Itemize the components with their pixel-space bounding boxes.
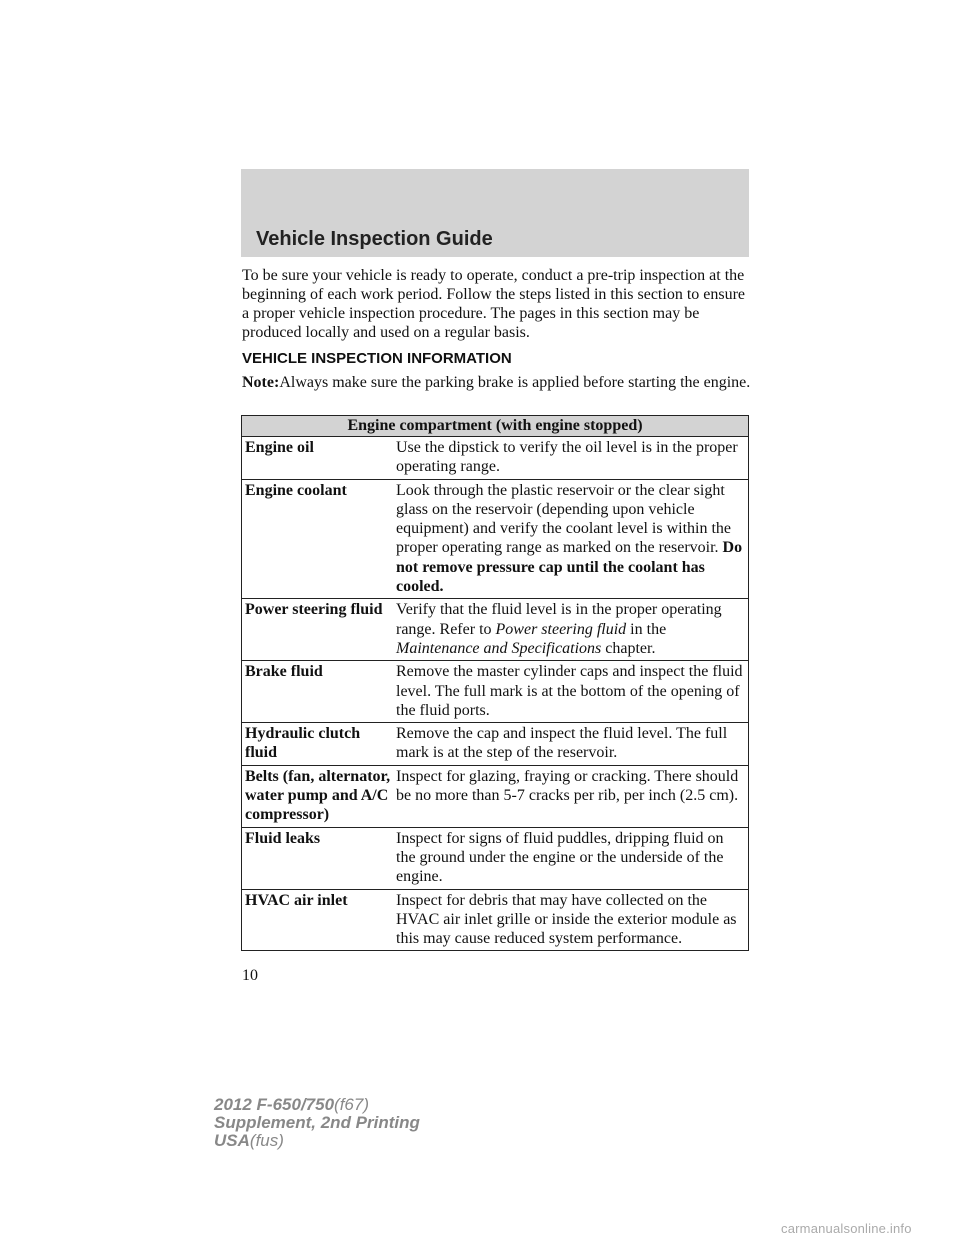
row-description <box>394 599 749 661</box>
row-item-label: Engine coolant <box>242 479 395 599</box>
row-description-warning: Do not remove pressure cap until the coolant has cooled. <box>396 539 743 596</box>
row-description: Remove the cap and inspect the fluid level. The full mark is at the step of the reservoir. <box>394 723 749 766</box>
footer-model-code: (f67) <box>334 1095 370 1114</box>
table-row <box>242 827 749 889</box>
row-description-reference: Maintenance and Specifications <box>396 639 602 657</box>
row-item-label: Fluid leaks <box>242 827 395 889</box>
row-description-text: Look through the plastic reservoir or the clear sight glass on the reservoir (depending upon vehicle equipment) and verify the coolant level is within the proper operating range as marked on the reservoir. <box>396 481 732 557</box>
footer-market-code: (fus) <box>249 1131 284 1150</box>
watermark: carmanualsonline.info <box>781 1221 912 1236</box>
row-description-reference: Power steering fluid <box>495 620 627 638</box>
row-description: Inspect for signs of fluid puddles, dripping fluid on the ground under the engine or the underside of the engine. <box>394 827 749 889</box>
intro-paragraph: To be sure your vehicle is ready to operate, conduct a pre-trip inspection at the beginning of each work period. Follow the steps listed in this section to ensure a proper vehicle inspection procedure. The pages in this section may be produced locally and used on a regular basis. <box>242 267 746 341</box>
footer-market-line <box>214 1132 420 1150</box>
row-description-text: Verify that the fluid level is in the proper operating range. Refer to <box>396 601 722 638</box>
section-heading: VEHICLE INSPECTION INFORMATION <box>242 350 512 367</box>
row-item-label: HVAC air inlet <box>242 889 395 951</box>
row-description: Remove the master cylinder caps and inspect the fluid level. The full mark is at the bottom of the opening of the fluid ports. <box>394 661 749 723</box>
row-item-label: Engine oil <box>242 437 395 480</box>
table-caption: Engine compartment (with engine stopped) <box>242 416 749 437</box>
note-label: Note: <box>242 374 280 391</box>
page-number: 10 <box>242 967 258 984</box>
note-paragraph <box>242 373 752 392</box>
footer-market: USA <box>214 1131 250 1150</box>
table-row <box>242 889 749 951</box>
table-row <box>242 479 749 599</box>
print-footer <box>214 1096 420 1150</box>
row-description-text: chapter. <box>605 639 656 657</box>
table-row <box>242 765 749 827</box>
footer-model: 2012 F-650/750 <box>214 1095 335 1114</box>
row-description <box>394 479 749 599</box>
table-row <box>242 661 749 723</box>
row-item-label: Brake fluid <box>242 661 395 723</box>
row-item-label: Belts (fan, alternator, water pump and A/C compressor) <box>242 765 395 827</box>
table-row <box>242 723 749 766</box>
row-description: Inspect for debris that may have collected on the HVAC air inlet grille or inside the exterior module as this may cause reduced system performance. <box>394 889 749 951</box>
row-description-text: in the <box>630 620 667 638</box>
note-text: Always make sure the parking brake is applied before starting the engine. <box>279 374 751 391</box>
row-item-label: Power steering fluid <box>242 599 395 661</box>
table-header-row <box>242 416 749 437</box>
chapter-header-band <box>241 169 749 257</box>
row-description: Use the dipstick to verify the oil level is in the proper operating range. <box>394 437 749 480</box>
inspection-table <box>241 415 749 951</box>
table-row <box>242 599 749 661</box>
footer-edition: Supplement, 2nd Printing <box>214 1113 420 1132</box>
row-description: Inspect for glazing, fraying or cracking. There should be no more than 5-7 cracks per rib, per inch (2.5 cm). <box>394 765 749 827</box>
row-item-label: Hydraulic clutch fluid <box>242 723 395 766</box>
footer-model-line <box>214 1096 420 1114</box>
chapter-title: Vehicle Inspection Guide <box>256 228 493 250</box>
table-row <box>242 437 749 480</box>
